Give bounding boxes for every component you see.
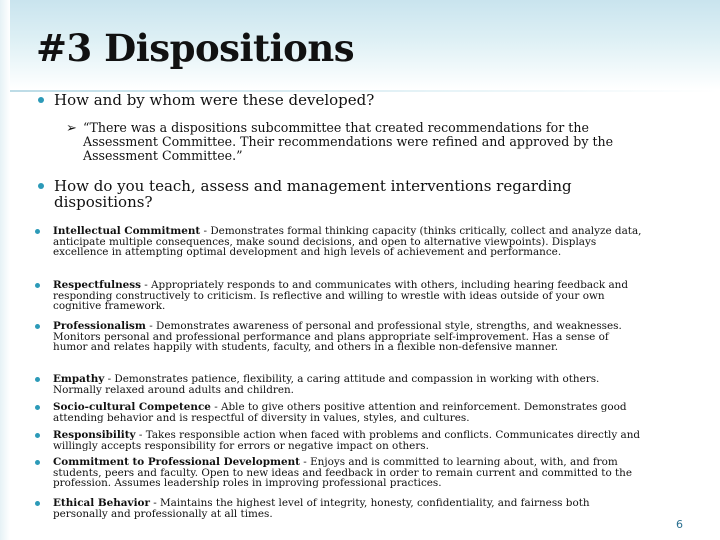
bullet-dot-icon xyxy=(35,405,40,410)
disposition-item xyxy=(53,226,643,258)
bullet-dot-icon xyxy=(35,283,40,288)
bullet-dot-icon xyxy=(35,377,40,382)
disposition-description: - Demonstrates formal thinking capacity (thinks critically, collect and analyze data, anticipate multiple consequences, make sound decisions, and open to alternative viewpoints). Displays excellence in attempting optimal development and high levels of achievement and performance. xyxy=(53,225,642,259)
disposition-description: - Demonstrates awareness of personal and professional style, strengths, and weaknesses. Monitors personal and professional performance and plans appropriate self-improvement. Has a sense of humor and relates happily with students, faculty, and others in a flexible non-defensive manner. xyxy=(53,320,622,354)
disposition-item xyxy=(53,374,643,395)
bullet-dot-icon xyxy=(35,324,40,329)
disposition-description: - Appropriately responds to and communicates with others, including hearing feedback and responding constructively to criticism. Is reflective and willing to wrestle with ideas outside of your own cognitive framework. xyxy=(53,279,629,313)
disposition-term: Responsibility xyxy=(53,429,136,441)
bullet-dot-icon xyxy=(35,433,40,438)
disposition-item xyxy=(53,280,643,312)
bullet-dot-icon xyxy=(35,229,40,234)
disposition-item xyxy=(53,498,643,519)
bullet-dot-icon xyxy=(35,501,40,506)
disposition-description: - Enjoys and is committed to learning about, with, and from students, peers and faculty. Open to new ideas and feedback in order to remain current and committed to the profession. Assumes leadership roles in improving professional practices. xyxy=(53,456,633,490)
disposition-term: Commitment to Professional Development xyxy=(53,456,300,468)
disposition-term: Empathy xyxy=(53,373,105,385)
answer-quote: “There was a dispositions subcommittee that created recommendations for the Assessment Committee. Their recommendations were refined and approved by the Assessment Committee.” xyxy=(83,120,614,163)
disposition-item xyxy=(53,457,643,489)
disposition-description: - Takes responsible action when faced with problems and conflicts. Communicates directly and willingly accepts responsibility for errors or negative impact on others. xyxy=(53,429,641,452)
disposition-term: Professionalism xyxy=(53,320,146,332)
arrow-bullet-icon: ➢ xyxy=(66,121,77,136)
slide-title: #3 Dispositions xyxy=(36,26,355,70)
bullet-dot-icon xyxy=(35,460,40,465)
disposition-description: - Maintains the highest level of integrity, honesty, confidentiality, and fairness both personally and professionally at all times. xyxy=(53,497,590,520)
disposition-term: Respectfulness xyxy=(53,279,141,291)
disposition-description: - Able to give others positive attention and reinforcement. Demonstrates good attending behavior and is respectful of diversity in values, styles, and cultures. xyxy=(53,401,627,424)
page-number: 6 xyxy=(676,518,683,531)
disposition-description: - Demonstrates patience, flexibility, a caring attitude and compassion in working with others. Normally relaxed around adults and children. xyxy=(53,373,600,396)
question-1: How and by whom were these developed? xyxy=(54,91,375,109)
disposition-item xyxy=(53,430,643,451)
disposition-item xyxy=(53,321,643,353)
question-2: How do you teach, assess and management interventions regarding dispositions? xyxy=(54,177,572,211)
disposition-term: Socio-cultural Competence xyxy=(53,401,211,413)
disposition-term: Ethical Behavior xyxy=(53,497,150,509)
disposition-item xyxy=(53,402,643,423)
disposition-term: Intellectual Commitment xyxy=(53,225,201,237)
